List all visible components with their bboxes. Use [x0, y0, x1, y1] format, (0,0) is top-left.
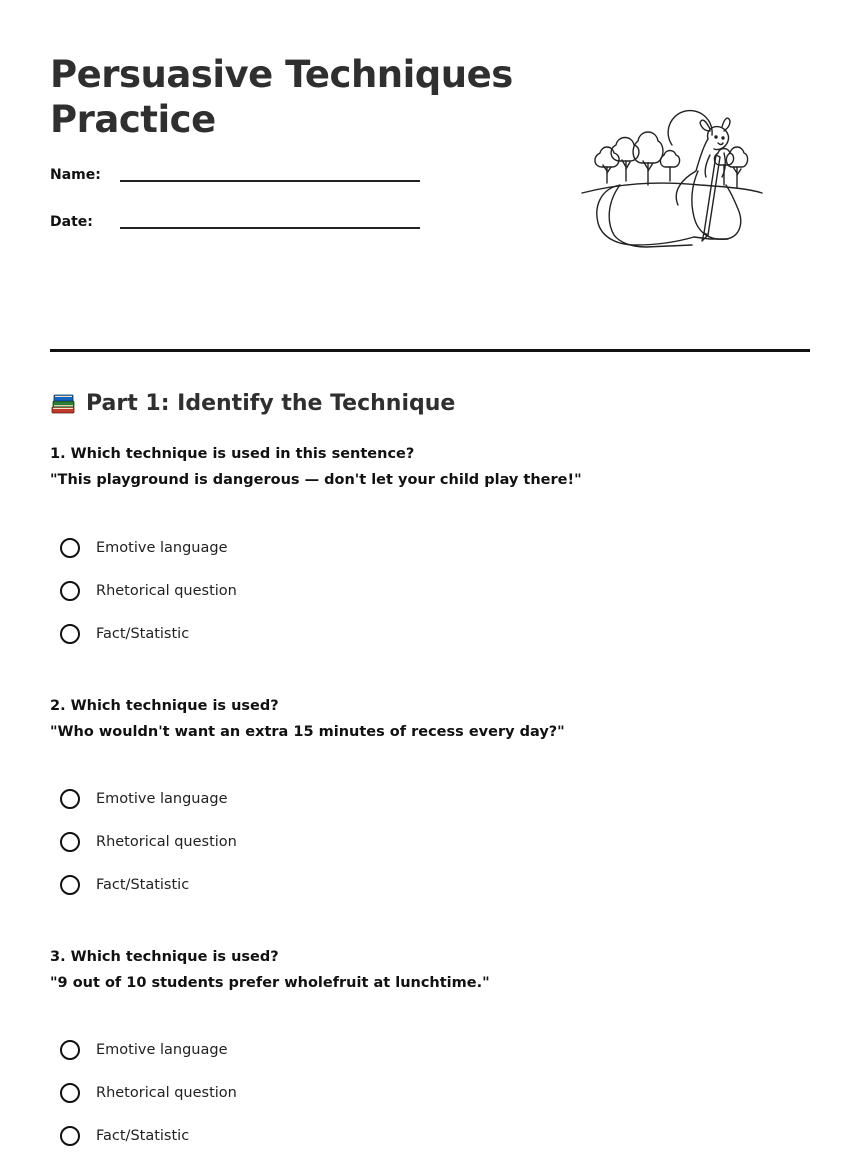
option-emotive-language[interactable]	[60, 535, 228, 561]
option-label: Fact/Statistic	[96, 1128, 190, 1144]
option-emotive-language[interactable]	[60, 786, 228, 812]
question-3	[50, 944, 810, 996]
question-prompt: 1. Which technique is used in this sentence?	[50, 446, 415, 462]
option-rhetorical-question[interactable]	[60, 578, 237, 604]
option-fact-statistic[interactable]	[60, 621, 189, 647]
name-field[interactable]	[50, 166, 430, 196]
option-label: Rhetorical question	[96, 834, 237, 850]
option-rhetorical-question[interactable]	[60, 829, 237, 855]
worksheet-page	[50, 0, 810, 1161]
option-label: Fact/Statistic	[96, 877, 190, 893]
radio-button[interactable]	[60, 538, 80, 558]
option-label: Emotive language	[96, 540, 228, 556]
date-input-line[interactable]	[120, 227, 420, 229]
kangaroo-with-pencil-icon	[580, 105, 765, 255]
part-1-heading	[50, 388, 455, 420]
radio-button[interactable]	[60, 1126, 80, 1146]
radio-button[interactable]	[60, 581, 80, 601]
option-label: Rhetorical question	[96, 1085, 237, 1101]
title-line-2: Practice	[50, 98, 216, 141]
page-title	[50, 52, 520, 142]
radio-button[interactable]	[60, 1040, 80, 1060]
option-rhetorical-question[interactable]	[60, 1080, 237, 1106]
question-2	[50, 693, 810, 745]
option-label: Emotive language	[96, 1042, 228, 1058]
books-icon	[50, 391, 76, 417]
radio-button[interactable]	[60, 789, 80, 809]
option-label: Rhetorical question	[96, 583, 237, 599]
option-fact-statistic[interactable]	[60, 872, 189, 898]
question-quote: "Who wouldn't want an extra 15 minutes of recess every day?"	[50, 724, 565, 740]
radio-button[interactable]	[60, 1083, 80, 1103]
question-prompt: 2. Which technique is used?	[50, 698, 279, 714]
date-label: Date:	[50, 214, 93, 230]
radio-button[interactable]	[60, 875, 80, 895]
title-line-1: Persuasive Techniques	[50, 53, 513, 96]
radio-button[interactable]	[60, 624, 80, 644]
part-1-title: Part 1: Identify the Technique	[86, 391, 456, 416]
option-label: Emotive language	[96, 791, 228, 807]
date-field[interactable]	[50, 213, 430, 243]
option-emotive-language[interactable]	[60, 1037, 228, 1063]
question-1	[50, 441, 810, 493]
section-divider	[50, 349, 810, 352]
option-label: Fact/Statistic	[96, 626, 190, 642]
option-fact-statistic[interactable]	[60, 1123, 189, 1149]
question-quote: "This playground is dangerous — don't let your child play there!"	[50, 472, 582, 488]
radio-button[interactable]	[60, 832, 80, 852]
name-input-line[interactable]	[120, 180, 420, 182]
name-label: Name:	[50, 167, 101, 183]
question-quote: "9 out of 10 students prefer wholefruit at lunchtime."	[50, 975, 490, 991]
question-prompt: 3. Which technique is used?	[50, 949, 279, 965]
